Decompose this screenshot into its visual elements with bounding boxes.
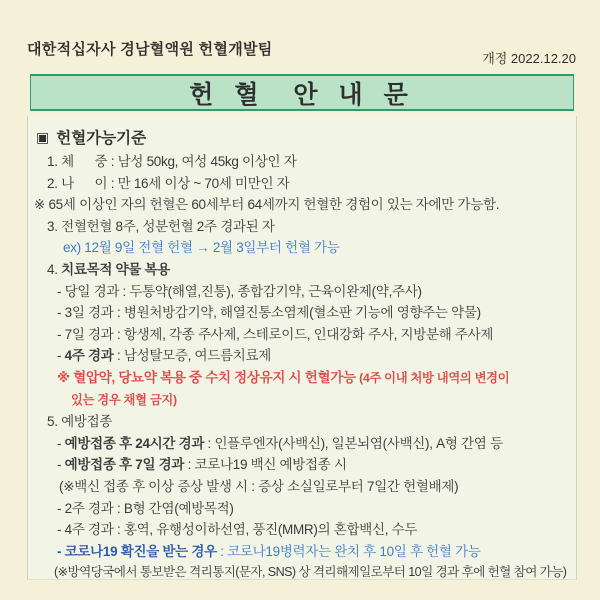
line-interval-example: ex) 12월 9일 전혈 헌혈 → 2월 3일부터 헌혈 가능 [63,240,340,256]
page-title: 헌 혈 안 내 문 [189,80,415,109]
line-vac-7d-note: (※백신 접종 후 이상 증상 발생 시 : 증상 소실일로부터 7일간 헌혈배제) [59,478,459,494]
title-bar [30,74,574,111]
line-med-7day: - 7일 경과 : 항생제, 각종 주사제, 스테로이드, 인대강화 주사, 지방분해 주사제 [57,326,494,342]
medication-title: 치료목적 약물 복용 [61,261,170,277]
line-weight: 1. 체 중 : 남성 50kg, 여성 45kg 이상인 자 [47,154,297,169]
line-med-same-day: - 당일 경과 : 두통약(해열,진통), 종합감기약, 근육이완제(약,주사) [57,283,422,299]
line-vaccine-heading: 5. 예방접종 [47,414,113,430]
line-medication-heading [34,259,572,281]
vac-24h-rest: : 인플루엔자(사백신), 일본뇌염(사백신), A형 간염 등 [204,435,503,451]
line-covid [34,541,572,563]
line-vac-4week: - 4주 경과 : 홍역, 유행성이하선염, 풍진(MMR)의 혼합백신, 수두 [57,522,418,538]
section-heading-eligibility [34,126,572,151]
line-bp-note [34,367,572,390]
line-vac-7d [34,454,572,476]
line-med-3day: - 3일 경과 : 병원처방감기약, 해열진통소염제(혈소판 기능에 영향주는 약물) [57,305,481,321]
line-vac-24h [34,433,572,455]
line-senior-note: ※ 65세 이상인 자의 헌혈은 60세부터 64세까지 헌혈한 경험이 있는 자에만 가능함. [34,197,500,213]
medication-number: 4. [47,261,62,277]
line-bp-note-cont: 있는 경우 채혈 금지) [71,392,177,407]
covid-label: - 코로나19 확진을 받는 경우 [57,543,217,559]
content-panel [27,116,577,580]
vac-7d-label: 예방접종 후 7일 경과 [64,457,185,473]
line-med-4week [34,345,572,367]
section-marker-icon: ▣ [36,129,50,145]
section-heading-label: 헌혈가능기준 [56,130,147,147]
line-age: 2. 나 이 : 만 16세 이상 ~ 70세 미만인 자 [47,175,290,191]
line-interval: 3. 전혈헌혈 8주, 성분헌혈 2주 경과된 자 [47,218,275,234]
line-covid-note: (※방역당국에서 통보받은 격리통지(문자, SNS) 상 격리해제일로부터 10일 경과 후에 헌혈 참여 가능) [54,565,567,580]
team-name: 대한적십자사 경남혈액원 헌혈개발팀 [27,41,273,58]
med-4week-rest: : 남성탈모증, 여드름치료제 [113,348,271,364]
bp-note-main: ※ 혈압약, 당뇨약 복용 중 수치 정상유지 시 헌혈가능 [57,369,360,385]
vac-24h-prefix: - [57,435,65,451]
med-4week-prefix: - [57,348,65,364]
bp-note-paren: (4주 이내 처방 내역의 변경이 [359,370,510,385]
vac-7d-prefix: - [57,457,65,473]
covid-rest: : 코로나19병력자는 완치 후 10일 후 헌혈 가능 [216,543,481,559]
vac-7d-rest: : 코로나19 백신 예방접종 시 [184,457,347,473]
line-vac-2week: - 2주 경과 : B형 간염(예방목적) [57,500,234,516]
med-4week-label: 4주 경과 [64,348,114,364]
revision-date: 개정 2022.12.20 [482,51,576,66]
vac-24h-label: 예방접종 후 24시간 경과 [64,435,205,451]
